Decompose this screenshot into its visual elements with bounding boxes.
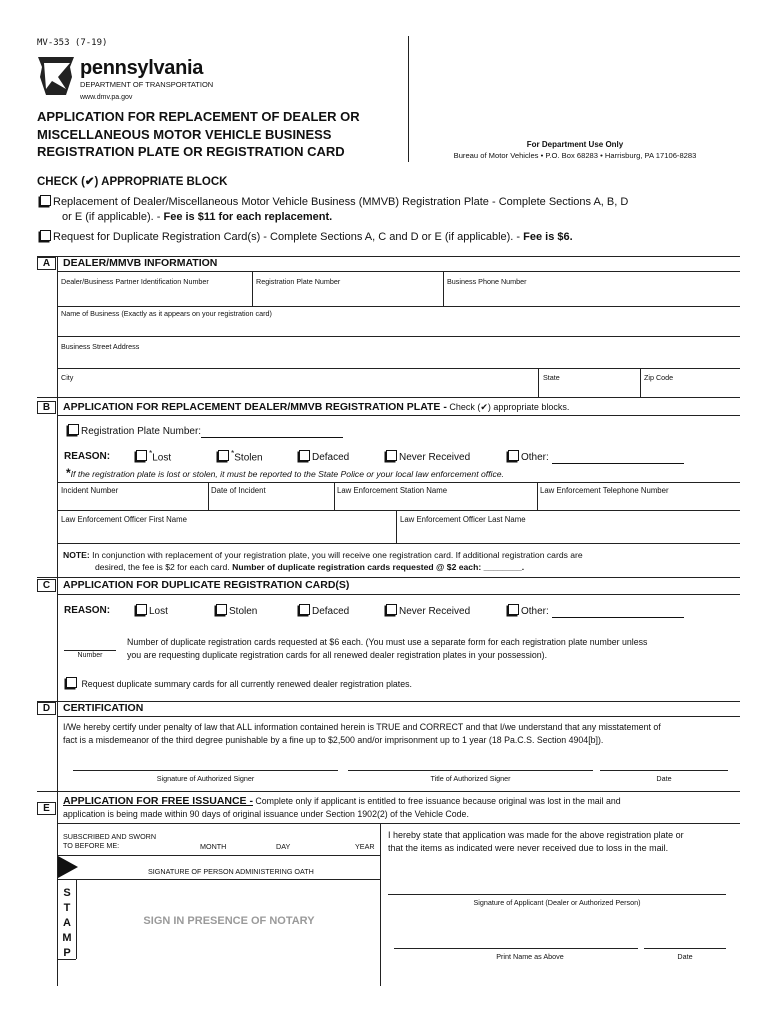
section-a-letter: A — [37, 257, 56, 270]
sworn-label: SUBSCRIBED AND SWORN TO BEFORE ME: — [63, 832, 157, 850]
police-report-note: *If the registration plate is lost or stolen, it must be reported to the State Police or your local law enforcement office. — [66, 466, 504, 480]
section-d-letter: D — [37, 702, 56, 715]
b-other-checkbox[interactable] — [508, 450, 519, 461]
b-lost-checkbox[interactable] — [136, 450, 147, 461]
c-defaced-checkbox[interactable] — [299, 604, 310, 615]
section-c-title: APPLICATION FOR DUPLICATE REGISTRATION CARD(S) — [63, 579, 350, 591]
section-b-reason-label: REASON: — [64, 451, 111, 462]
certification-text: I/We hereby certify under penalty of law that ALL information contained herein is TRUE and CORRECT and that I/we understand that any misstatement of fact is a misdemeanor of the third degree punishable by a fine up to $2,500 and/or imprisonment up to 1 year (18 Pa.C.S. Section 4904[b]). — [63, 722, 661, 745]
c-stolen-checkbox[interactable] — [216, 604, 227, 615]
option-duplicate-card[interactable]: Request for Duplicate Registration Card(s) - Complete Sections A, C and D or E (if applicable). - Fee is $6. — [40, 230, 573, 243]
dept-use-address: Bureau of Motor Vehicles • P.O. Box 68283 • Harrisburg, PA 17106-8283 — [453, 151, 697, 160]
month-field[interactable]: MONTH — [200, 842, 227, 851]
section-e-title: APPLICATION FOR FREE ISSUANCE - Complete only if applicant is entitled to free issuance because original was lost in the mail and application is being made within 90 days of original issuance under Section 1902(2) of the Vehicle Code. — [63, 795, 621, 819]
header-divider — [408, 36, 409, 162]
page-title: APPLICATION FOR REPLACEMENT OF DEALER OR MISCELLANEOUS MOTOR VEHICLE BUSINESS REGISTRATION PLATE OR REGISTRATION CARD — [37, 109, 360, 159]
plate-number-field[interactable]: Registration Plate Number — [256, 277, 341, 286]
day-field[interactable]: DAY — [276, 842, 291, 851]
incident-number-field[interactable]: Incident Number — [61, 486, 119, 495]
c-reason-lost[interactable]: Lost — [136, 604, 168, 617]
notary-watermark: SIGN IN PRESENCE OF NOTARY — [143, 915, 315, 927]
b-reason-stolen[interactable]: *Stolen — [218, 448, 263, 463]
station-name-field[interactable]: Law Enforcement Station Name — [337, 486, 448, 495]
form-number: MV-353 (7-19) — [37, 38, 108, 48]
d-date-label: Date — [656, 774, 672, 783]
signer-title-label: Title of Authorized Signer — [430, 774, 511, 783]
c-never-checkbox[interactable] — [386, 604, 397, 615]
b-defaced-checkbox[interactable] — [299, 450, 310, 461]
dept-use-label: For Department Use Only — [526, 140, 624, 149]
dup-count-input[interactable] — [64, 650, 116, 651]
business-phone-field[interactable]: Business Phone Number — [447, 277, 527, 286]
officer-first-name-field[interactable]: Law Enforcement Officer First Name — [61, 515, 187, 524]
stamp-letters: S T A M P — [62, 887, 72, 959]
b-stolen-checkbox[interactable] — [218, 450, 229, 461]
section-c-letter: C — [37, 579, 56, 592]
b-reason-never[interactable]: Never Received — [386, 450, 470, 463]
plate-number-row[interactable]: Registration Plate Number: — [68, 424, 343, 438]
section-c-reason-label: REASON: — [64, 605, 111, 616]
keystone-logo-icon — [36, 55, 76, 97]
dup-count-label: Number — [77, 652, 103, 659]
signer-signature-line[interactable] — [73, 770, 338, 771]
b-reason-defaced[interactable]: Defaced — [299, 450, 349, 463]
section-e-letter: E — [37, 802, 56, 815]
free-issuance-statement: I hereby state that application was made for the above registration plate or that the items as indicated were never received due to loss in the mail. — [388, 830, 684, 853]
dup-count-text: Number of duplicate registration cards requested at $6 each. (You must use a separate form for each registration plate number unless you are requesting duplicate registration cards for all renewed dealer registration plates in your possession). — [127, 637, 648, 660]
e-date-line[interactable] — [644, 948, 726, 949]
section-b-title: APPLICATION FOR REPLACEMENT DEALER/MMVB REGISTRATION PLATE - Check (✔) appropriate blocks. — [63, 401, 570, 413]
street-address-field[interactable]: Business Street Address — [61, 342, 140, 351]
b-other-input[interactable] — [552, 452, 684, 464]
duplicate-card-checkbox[interactable] — [40, 230, 51, 241]
c-other-checkbox[interactable] — [508, 604, 519, 615]
summary-cards-row[interactable]: Request duplicate summary cards for all currently renewed dealer registration plates. — [66, 677, 412, 689]
option-replacement-plate[interactable]: Replacement of Dealer/Miscellaneous Motor Vehicle Business (MMVB) Registration Plate - Complete Sections A, B, D or E (if applicable). - Fee is $11 for each replacement. — [40, 195, 740, 224]
logo-dept: DEPARTMENT OF TRANSPORTATION — [80, 80, 214, 89]
year-field[interactable]: YEAR — [355, 842, 375, 851]
state-field[interactable]: State — [543, 373, 560, 382]
replacement-plate-checkbox[interactable] — [40, 195, 51, 206]
b-reason-lost[interactable]: *Lost — [136, 448, 171, 463]
signer-signature-label: Signature of Authorized Signer — [156, 774, 255, 783]
city-field[interactable]: City — [61, 373, 74, 382]
partner-id-field[interactable]: Dealer/Business Partner Identification Number — [61, 277, 209, 286]
oath-signature-field[interactable]: SIGNATURE OF PERSON ADMINISTERING OATH — [148, 867, 314, 876]
section-a-title: DEALER/MMVB INFORMATION — [63, 257, 218, 269]
b-reason-other[interactable]: Other: — [508, 450, 684, 464]
print-name-line[interactable] — [394, 948, 638, 949]
section-d-title: CERTIFICATION — [63, 702, 144, 714]
c-reason-never[interactable]: Never Received — [386, 604, 470, 617]
business-name-field[interactable]: Name of Business (Exactly as it appears on your registration card) — [61, 309, 272, 318]
officer-last-name-field[interactable]: Law Enforcement Officer Last Name — [400, 515, 526, 524]
applicant-signature-label: Signature of Applicant (Dealer or Authorized Person) — [473, 898, 641, 907]
logo-url: www.dmv.pa.gov — [80, 94, 133, 101]
c-reason-stolen[interactable]: Stolen — [216, 604, 257, 617]
print-name-label: Print Name as Above — [496, 952, 564, 961]
c-other-input[interactable] — [552, 606, 684, 618]
c-reason-other[interactable]: Other: — [508, 604, 684, 618]
b-never-checkbox[interactable] — [386, 450, 397, 461]
plate-number-checkbox[interactable] — [68, 424, 79, 435]
signer-title-line[interactable] — [348, 770, 593, 771]
check-block-heading: CHECK (✔) APPROPRIATE BLOCK — [37, 176, 228, 188]
section-b-letter: B — [37, 401, 56, 414]
section-b-note: NOTE: In conjunction with replacement of your registration plate, you will receive one registration card. If additional registration cards are desired, the fee is $2 for each card. Number of duplicate registration cards requested @ $2 each: ________. — [63, 550, 583, 572]
incident-date-field[interactable]: Date of Incident — [211, 486, 266, 495]
station-phone-field[interactable]: Law Enforcement Telephone Number — [540, 486, 669, 495]
c-lost-checkbox[interactable] — [136, 604, 147, 615]
applicant-signature-line[interactable] — [388, 894, 726, 895]
zip-field[interactable]: Zip Code — [644, 373, 674, 382]
summary-cards-checkbox[interactable] — [66, 677, 77, 688]
plate-number-input[interactable] — [201, 426, 343, 438]
d-date-line[interactable] — [600, 770, 728, 771]
logo-name: pennsylvania — [80, 57, 204, 79]
e-date-label: Date — [677, 952, 693, 961]
c-reason-defaced[interactable]: Defaced — [299, 604, 349, 617]
